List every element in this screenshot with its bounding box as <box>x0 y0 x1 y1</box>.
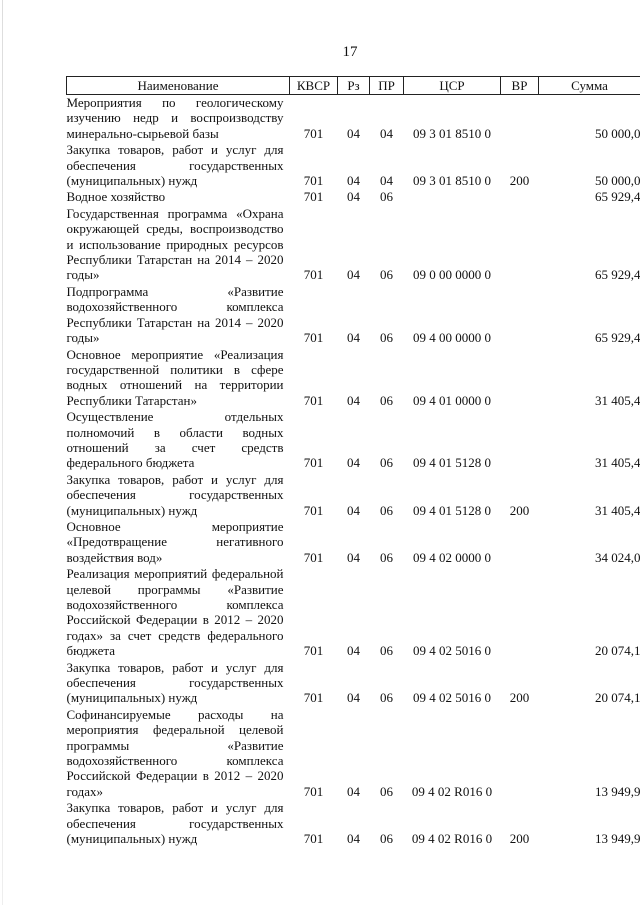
row-sum: 13 949,9 <box>595 831 640 847</box>
row-pr: 04 <box>380 125 393 141</box>
row-rz: 04 <box>347 125 360 141</box>
row-name: Софинансируемые расходы на мероприятия федеральной целевой программы «Развитие водохозяйственного комплекса Российской Федерации в 2012 – 2020 годах» <box>66 706 284 799</box>
row-name: Водное хозяйство <box>66 189 166 205</box>
row-csr: 09 4 02 R016 0 <box>411 831 493 847</box>
row-kvsr: 701 <box>303 690 324 706</box>
row-pr: 06 <box>380 392 393 408</box>
row-kvsr: 701 <box>303 831 324 847</box>
row-pr: 06 <box>380 267 393 283</box>
table-row <box>67 519 640 566</box>
row-pr: 06 <box>380 783 393 799</box>
row-rz: 04 <box>347 392 360 408</box>
row-sum: 20 074,1 <box>595 643 640 659</box>
row-sum: 31 405,4 <box>595 392 640 408</box>
row-csr: 09 4 01 5128 0 <box>413 455 491 471</box>
row-pr: 06 <box>380 643 393 659</box>
row-sum: 34 024,0 <box>595 549 640 565</box>
row-sum: 50 000,0 <box>595 173 640 189</box>
row-name: Реализация мероприятий федеральной целевой программы «Развитие водохозяйственного комплекса Российской Федерации в 2012 – 2020 годах» за счет средств федерального бюджета <box>66 566 284 659</box>
table-row <box>67 284 640 347</box>
table-header-row <box>67 77 640 95</box>
row-csr: 09 4 02 5016 0 <box>413 690 491 706</box>
row-rz: 04 <box>347 189 360 205</box>
row-rz: 04 <box>347 330 360 346</box>
table-row <box>67 409 640 472</box>
row-name: Основное мероприятие «Реализация государственной политики в сфере водных отношений на территории Республики Татарстан» <box>66 346 284 408</box>
row-csr: 09 4 02 5016 0 <box>413 643 491 659</box>
row-kvsr: 701 <box>303 330 324 346</box>
row-name: Мероприятия по геологическому изучению недр и воспроизводству минерально-сырьевой базы <box>66 95 284 141</box>
row-name: Основное мероприятие «Предотвращение негативного воздействия вод» <box>66 518 284 565</box>
row-sum: 20 074,1 <box>595 690 640 706</box>
row-pr: 06 <box>380 455 393 471</box>
header-pr: ПР <box>370 77 404 95</box>
row-vr: 200 <box>509 502 530 518</box>
row-name: Закупка товаров, работ и услуг для обеспечения государственных (муниципальных) нужд <box>66 800 284 847</box>
row-name: Закупка товаров, работ и услуг для обеспечения государственных (муниципальных) нужд <box>66 471 284 518</box>
row-csr: 09 0 00 0000 0 <box>413 267 491 283</box>
row-kvsr: 701 <box>303 455 324 471</box>
row-sum: 65 929,4 <box>595 330 640 346</box>
row-vr: 200 <box>509 831 530 847</box>
row-name: Осуществление отдельных полномочий в области водных отношений за счет средств федерального бюджета <box>66 409 284 471</box>
row-rz: 04 <box>347 831 360 847</box>
row-vr <box>501 566 539 659</box>
row-vr <box>501 284 539 347</box>
row-sum: 65 929,4 <box>595 189 640 205</box>
row-sum: 50 000,0 <box>595 125 640 141</box>
table-row <box>67 472 640 519</box>
row-pr: 06 <box>380 831 393 847</box>
table-row <box>67 347 640 410</box>
row-rz: 04 <box>347 173 360 189</box>
row-sum: 65 929,4 <box>595 267 640 283</box>
row-kvsr: 701 <box>303 173 324 189</box>
row-rz: 04 <box>347 643 360 659</box>
row-sum: 31 405,4 <box>595 455 640 471</box>
table-row <box>67 95 640 143</box>
row-vr <box>501 347 539 410</box>
row-kvsr: 701 <box>303 392 324 408</box>
table-row <box>67 142 640 189</box>
row-vr <box>501 519 539 566</box>
scan-edge <box>2 0 3 905</box>
table-row <box>67 566 640 659</box>
row-csr: 09 3 01 8510 0 <box>413 173 491 189</box>
row-pr: 06 <box>380 549 393 565</box>
row-csr: 09 4 01 0000 0 <box>413 392 491 408</box>
row-name: Закупка товаров, работ и услуг для обеспечения государственных (муниципальных) нужд <box>66 142 284 189</box>
table-row <box>67 707 640 800</box>
row-kvsr: 701 <box>303 549 324 565</box>
row-rz: 04 <box>347 502 360 518</box>
row-vr: 200 <box>509 173 530 189</box>
header-csr: ЦСР <box>404 77 501 95</box>
table-row <box>67 206 640 284</box>
header-name: Наименование <box>67 77 290 95</box>
row-kvsr: 701 <box>303 267 324 283</box>
table-row <box>67 189 640 205</box>
row-pr: 06 <box>380 502 393 518</box>
table-row <box>67 660 640 707</box>
row-kvsr: 701 <box>303 502 324 518</box>
row-csr: 09 4 00 0000 0 <box>413 330 491 346</box>
row-rz: 04 <box>347 690 360 706</box>
row-kvsr: 701 <box>303 783 324 799</box>
row-csr: 09 4 02 R016 0 <box>411 783 493 799</box>
row-name: Государственная программа «Охрана окружающей среды, воспроизводство и использование природных ресурсов Республики Татарстан на 2014 – 2020 годы» <box>66 205 284 283</box>
page-number: 17 <box>342 44 358 60</box>
row-kvsr: 701 <box>303 189 324 205</box>
row-pr: 06 <box>380 330 393 346</box>
row-vr <box>501 707 539 800</box>
header-vr: ВР <box>501 77 539 95</box>
row-vr <box>501 189 539 205</box>
row-name: Закупка товаров, работ и услуг для обеспечения государственных (муниципальных) нужд <box>66 659 284 706</box>
row-pr: 06 <box>380 690 393 706</box>
row-pr: 06 <box>380 189 393 205</box>
row-csr: 09 4 02 0000 0 <box>413 549 491 565</box>
row-sum: 13 949,9 <box>595 783 640 799</box>
row-vr <box>501 95 539 143</box>
row-csr: 09 3 01 8510 0 <box>413 125 491 141</box>
row-rz: 04 <box>347 549 360 565</box>
header-rz: Рз <box>338 77 370 95</box>
row-vr <box>501 409 539 472</box>
row-rz: 04 <box>347 267 360 283</box>
row-sum: 31 405,4 <box>595 502 640 518</box>
row-rz: 04 <box>347 783 360 799</box>
row-kvsr: 701 <box>303 643 324 659</box>
header-sum: Сумма <box>539 77 640 95</box>
row-name: Подпрограмма «Развитие водохозяйственного комплекса Республики Татарстан на 2014 – 2020 годы» <box>66 283 284 346</box>
row-rz: 04 <box>347 455 360 471</box>
row-kvsr: 701 <box>303 125 324 141</box>
header-kvsr: КВСР <box>290 77 338 95</box>
budget-table <box>66 76 640 848</box>
table-row <box>67 800 640 847</box>
row-vr <box>501 206 539 284</box>
row-csr: 09 4 01 5128 0 <box>413 502 491 518</box>
row-vr: 200 <box>509 690 530 706</box>
row-csr <box>404 189 501 205</box>
row-pr: 04 <box>380 173 393 189</box>
